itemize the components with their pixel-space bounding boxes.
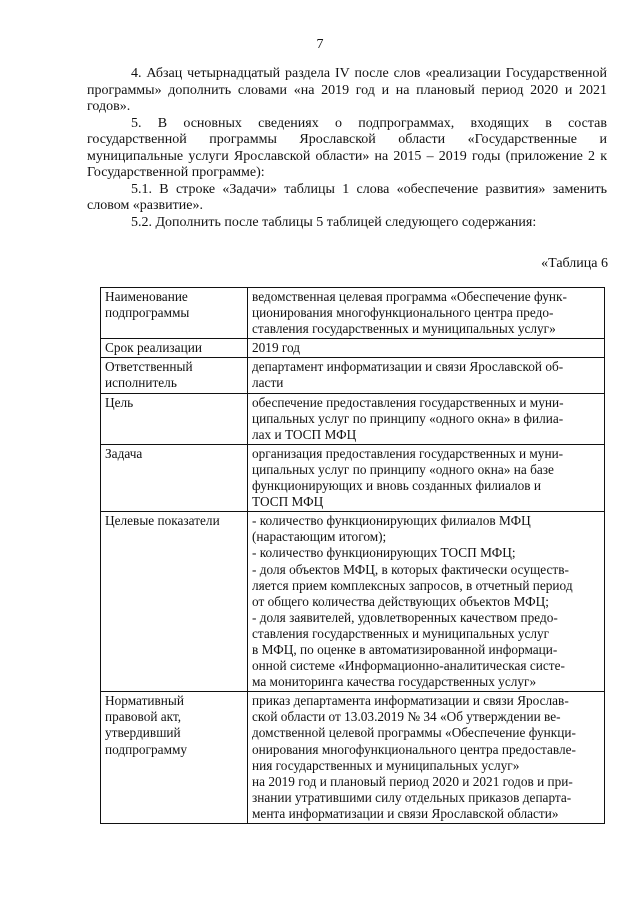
table-cell-label: [101, 393, 248, 444]
table-cell-line: - доля заявителей, удовлетворенных качеством предо-: [252, 609, 558, 625]
table-cell-line: приказ департамента информатизации и связи Ярослав-: [252, 693, 569, 709]
paragraph-5-2: 5.2. Дополнить после таблицы 5 таблицей следующего содержания:: [131, 214, 537, 230]
table-cell-line: знании утратившими силу отдельных приказов департа-: [252, 789, 572, 805]
table-cell-line: Ответственный: [105, 359, 193, 375]
table-cell-value: [248, 692, 605, 824]
table-cell-line: онной системе «Информационно-аналитическая систе-: [252, 658, 565, 674]
table-cell-label: [101, 692, 248, 824]
table-cell-line: онирования многофункционального центра предоставле-: [252, 741, 576, 757]
table-cell-line: ципальных услуг по принципу «одного окна» на базе: [252, 461, 554, 477]
table-cell-line: мента информатизации и связи Ярославской области»: [252, 805, 559, 821]
table-row: [101, 339, 605, 358]
table-row: [101, 444, 605, 511]
table-row: [101, 393, 605, 444]
table-cell-line: департамент информатизации и связи Ярославской об-: [252, 359, 564, 375]
table-cell-line: ляется прием комплексных запросов, в отчетный период: [252, 577, 573, 593]
table-cell-line: - количество функционирующих филиалов МФЦ: [252, 513, 531, 529]
table-row: [101, 358, 605, 393]
table-cell-line: Цель: [105, 394, 134, 410]
table-cell-label: [101, 512, 248, 692]
table-cell-line: ставления государственных и муниципальных услуг»: [252, 321, 556, 337]
subprogram-table-body: [101, 288, 605, 824]
table-cell-line: в МФЦ, по оценке в автоматизированной информаци-: [252, 641, 558, 657]
table-cell-line: правовой акт,: [105, 709, 182, 725]
table-cell-line: Нормативный: [105, 693, 184, 709]
table-cell-line: исполнитель: [105, 375, 177, 391]
table-cell-line: организация предоставления государственных и муни-: [252, 445, 564, 461]
table-cell-value: [248, 444, 605, 511]
table-caption: «Таблица 6: [541, 256, 608, 271]
table-cell-value: [248, 393, 605, 444]
table-cell-line: ционирования многофункционального центра предо-: [252, 305, 554, 321]
page-number: 7: [316, 37, 324, 52]
table-cell-line: ния государственных и муниципальных услуг»: [252, 757, 520, 773]
paragraph-4: 4. Абзац четырнадцатый раздела IV после слов «реализации Государственной программы» дополнить словами «на 2019 год и на плановый период 2020 и 2021 годов».: [87, 66, 607, 114]
table-cell-line: ведомственная целевая программа «Обеспечение функ-: [252, 289, 567, 304]
table-cell-label: [101, 358, 248, 393]
table-cell-line: 2019 год: [252, 340, 301, 356]
table-cell-line: - количество функционирующих ТОСП МФЦ;: [252, 545, 516, 561]
subprogram-table: [100, 287, 605, 824]
table-cell-line: ТОСП МФЦ: [252, 494, 324, 510]
table-cell-line: подпрограмму: [105, 741, 188, 757]
table-cell-label: [101, 288, 248, 339]
table-cell-value: [248, 512, 605, 692]
table-cell-line: Срок реализации: [105, 340, 202, 356]
table-cell-line: Наименование: [105, 289, 188, 304]
paragraph-5-1: 5.1. В строке «Задачи» таблицы 1 слова «обеспечение развития» заменить словом «развитие».: [87, 181, 607, 213]
table-cell-line: подпрограммы: [105, 305, 190, 321]
table-cell-line: на 2019 год и плановый период 2020 и 2021 годов и при-: [252, 773, 573, 789]
table-cell-label: [101, 444, 248, 511]
table-row: [101, 692, 605, 824]
table-row: [101, 512, 605, 692]
table-cell-line: ставления государственных и муниципальных услуг: [252, 625, 550, 641]
table-cell-value: [248, 358, 605, 393]
table-cell-line: ской области от 13.03.2019 № 34 «Об утверждении ве-: [252, 709, 561, 725]
table-cell-line: Задача: [105, 445, 143, 461]
table-cell-line: ципальных услуг по принципу «одного окна» в филиа-: [252, 410, 564, 426]
table-cell-line: от общего количества действующих объектов МФЦ;: [252, 593, 549, 609]
table-cell-label: [101, 339, 248, 358]
table-cell-line: ласти: [252, 375, 284, 391]
table-cell-line: утвердивший: [105, 725, 181, 741]
paragraph-5: 5. В основных сведениях о подпрограммах, входящих в состав государственной программы Ярославской области «Государственные и муниципальные услуги Ярославской области» на 2015 – 2019 годы (приложение 2 к Государственной программе):: [87, 115, 607, 180]
table-cell-line: ма мониторинга качества государственных услуг»: [252, 674, 537, 690]
table-cell-line: функционирующих и вновь созданных филиалов и: [252, 478, 542, 494]
table-row: [101, 288, 605, 339]
table-cell-value: [248, 288, 605, 339]
table-cell-line: (нарастающим итогом);: [252, 529, 387, 545]
table-cell-line: обеспечение предоставления государственных и муни-: [252, 394, 564, 410]
body-text: [87, 66, 607, 231]
table-cell-line: домственной целевой программы «Обеспечение функци-: [252, 725, 576, 741]
table-cell-line: - доля объектов МФЦ, в которых фактически осуществ-: [252, 561, 569, 577]
table-cell-value: [248, 339, 605, 358]
table-cell-line: Целевые показатели: [105, 513, 220, 529]
table-cell-line: лах и ТОСП МФЦ: [252, 426, 357, 442]
